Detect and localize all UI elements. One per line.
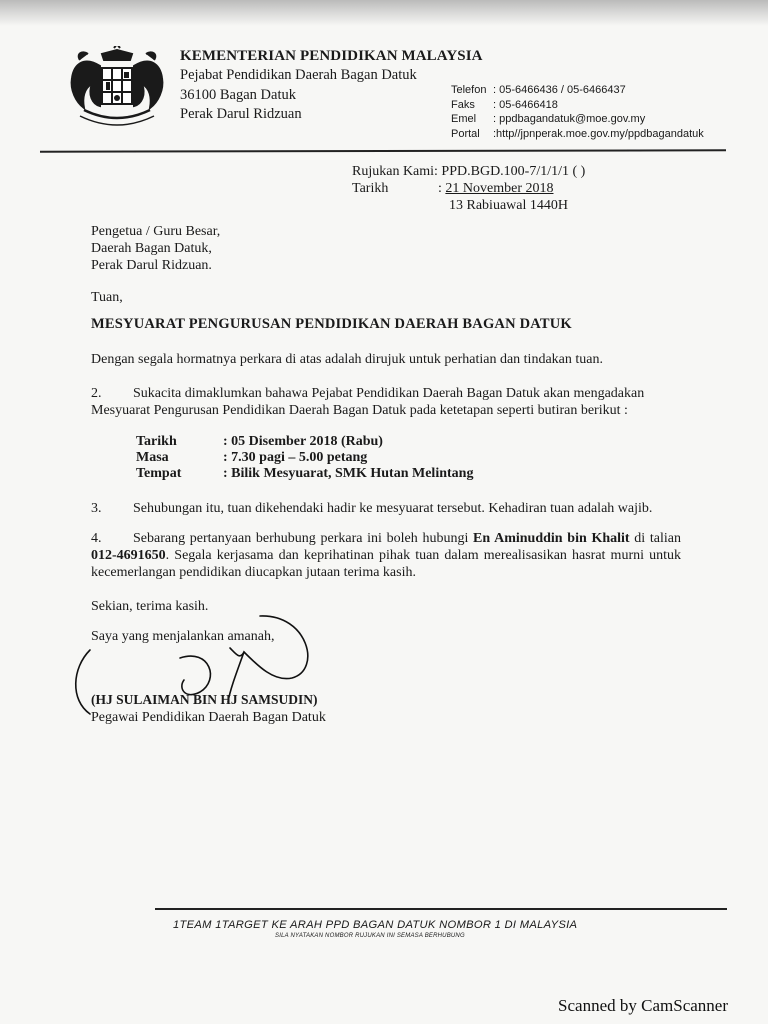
paragraph-1: Dengan segala hormatnya perkara di atas adalah dirujuk untuk perhatian dan tindakan tuan.	[91, 352, 603, 367]
contact-block	[451, 83, 704, 141]
signer-title: Pegawai Pendidikan Daerah Bagan Datuk	[91, 710, 326, 725]
paragraph-number: 3.	[91, 501, 102, 516]
recipient-line-1: Pengetua / Guru Besar,	[91, 224, 221, 239]
paragraph-2	[91, 385, 681, 419]
detail-value: : 7.30 pagi – 5.00 petang	[223, 450, 368, 465]
reference-block	[352, 163, 585, 214]
contact-label: Portal	[451, 127, 480, 140]
recipient-line-3: Perak Darul Ridzuan.	[91, 258, 212, 273]
detail-label: Tarikh	[136, 434, 177, 449]
detail-label: Tempat	[136, 466, 182, 481]
paragraph-text: Sebarang pertanyaan berhubung perkara ini boleh hubungi	[133, 531, 474, 546]
detail-value: : 05 Disember 2018 (Rabu)	[223, 434, 383, 449]
contact-label: Faks	[451, 98, 475, 111]
office-postcode: 36100 Bagan Datuk	[180, 87, 296, 103]
contact-email	[451, 112, 704, 127]
letter-subject: MESYUARAT PENGURUSAN PENDIDIKAN DAERAH BAGAN DATUK	[91, 316, 572, 332]
contact-person: En Aminuddin bin Khalit	[473, 531, 630, 546]
meeting-venue-row	[136, 466, 473, 482]
salutation: Tuan,	[91, 290, 123, 305]
date-prefix: :	[438, 181, 446, 196]
meeting-time-row	[136, 450, 473, 466]
hijri-date: 13 Rabiuawal 1440H	[449, 198, 568, 213]
contact-label: Telefon	[451, 84, 487, 96]
date-value: 21 November 2018	[445, 181, 554, 196]
contact-phone	[451, 83, 704, 98]
scanner-watermark: Scanned by CamScanner	[558, 996, 728, 1015]
detail-value: : Bilik Mesyuarat, SMK Hutan Melintang	[223, 466, 474, 481]
footer-note: SILA NYATAKAN NOMBOR RUJUKAN INI SEMASA BERHUBUNG	[275, 933, 465, 939]
office-name: Pejabat Pendidikan Daerah Bagan Datuk	[180, 67, 417, 83]
contact-label: Emel	[451, 113, 477, 125]
ministry-name: KEMENTERIAN PENDIDIKAN MALAYSIA	[180, 48, 483, 64]
contact-value: :http//jpnperak.moe.gov.my/ppdbagandatuk	[493, 127, 704, 140]
reference-number-row	[352, 163, 585, 180]
reference-value: : PPD.BGD.100-7/1/1/1 ( )	[434, 164, 586, 179]
meeting-details	[136, 434, 473, 482]
reference-label: Rujukan Kami	[352, 164, 435, 179]
footer-motto: 1TEAM 1TARGET KE ARAH PPD BAGAN DATUK NOMBOR 1 DI MALAYSIA	[173, 919, 578, 931]
office-state: Perak Darul Ridzuan	[180, 106, 302, 122]
paragraph-text: Sehubungan itu, tuan dikehendaki hadir ke mesyuarat tersebut. Kehadiran tuan adalah wajib.	[133, 501, 653, 516]
paragraph-3	[91, 500, 681, 517]
recipient-line-2: Daerah Bagan Datuk,	[91, 241, 212, 256]
footer-divider	[155, 908, 727, 910]
contact-value: : 05-6466436 / 05-6466437	[493, 84, 626, 96]
closing-trust: Saya yang menjalankan amanah,	[91, 629, 275, 644]
contact-portal	[451, 127, 704, 142]
contact-phone-number: 012-4691650	[91, 548, 166, 563]
contact-fax	[451, 98, 704, 113]
coat-of-arms-icon	[62, 46, 172, 136]
paragraph-text: Sukacita dimaklumkan bahawa Pejabat Pendidikan Daerah Bagan Datuk akan mengadakan Mesyuarat Pengurusan Pendidikan Daerah Bagan Datuk pada ketetapan seperti butiran berikut :	[91, 386, 645, 418]
date-label: Tarikh	[352, 181, 389, 196]
contact-value: : ppdbagandatuk@moe.gov.my	[493, 113, 646, 125]
paragraph-number: 4.	[91, 531, 102, 546]
paragraph-number: 2.	[91, 386, 102, 401]
detail-label: Masa	[136, 450, 169, 465]
paragraph-text: di talian	[629, 531, 681, 546]
paragraph-text: . Segala kerjasama dan keprihatinan pihak tuan dalam merealisasikan hasrat murni untuk kecemerlangan pendidikan diucapkan jutaan terima kasih.	[91, 548, 681, 580]
signer-name: (HJ SULAIMAN BIN HJ SAMSUDIN)	[91, 692, 318, 707]
header-divider	[40, 149, 726, 152]
paragraph-4	[91, 530, 681, 581]
scan-edge-shadow	[0, 0, 768, 26]
contact-value: : 05-6466418	[493, 98, 558, 111]
meeting-date-row	[136, 434, 473, 450]
reference-date-row	[352, 180, 585, 197]
closing-thanks: Sekian, terima kasih.	[91, 599, 209, 614]
